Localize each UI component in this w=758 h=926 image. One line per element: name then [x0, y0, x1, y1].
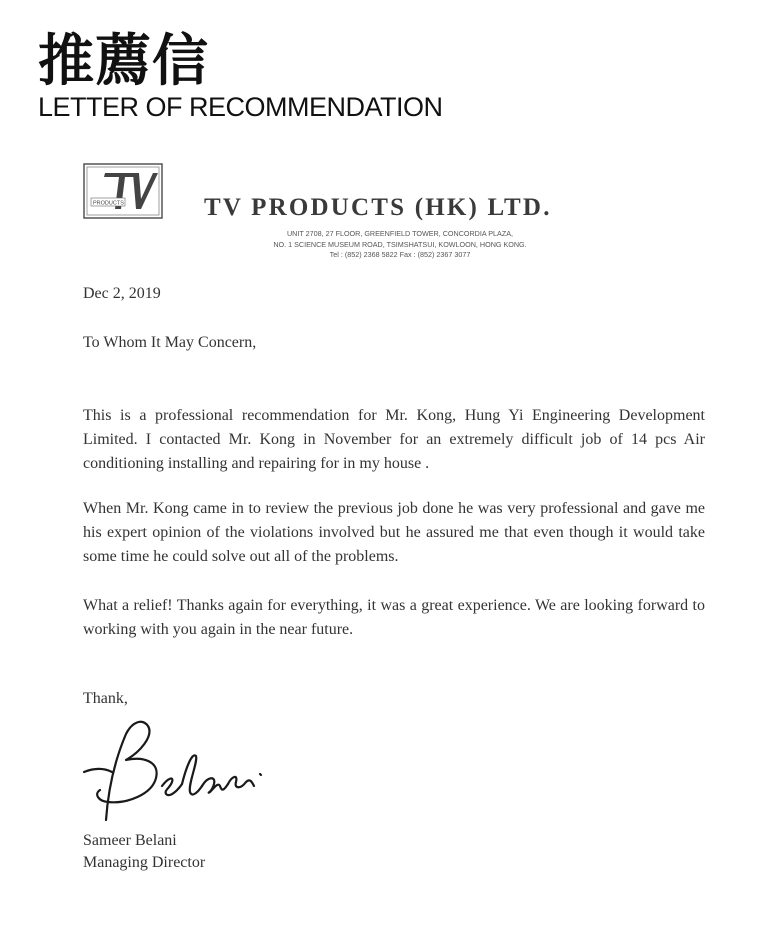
letter-date: Dec 2, 2019 [83, 285, 161, 302]
letter-salutation: To Whom It May Concern, [83, 334, 257, 351]
letter-closing: Thank, [83, 690, 128, 707]
letter-paragraph-1: This is a professional recommendation for Mr. Kong, Hung Yi Engineering Development Limited. I contacted Mr. Kong in November for an extremely difficult job of 14 pcs Air conditioning installing and repairing for in my house . [83, 407, 705, 472]
tv-logo-icon [83, 163, 163, 219]
page-title-chinese: 推薦信 [38, 29, 209, 94]
address-line-2: NO. 1 SCIENCE MUSEUM ROAD, TSIMSHATSUI, KOWLOON, HONG KONG. [273, 239, 527, 249]
signature-icon [78, 712, 278, 827]
signer-name: Sameer Belani [83, 832, 177, 849]
company-logo [83, 163, 163, 219]
page-title-english: LETTER OF RECOMMENDATION [38, 92, 443, 122]
letter-paragraph-2: When Mr. Kong came in to review the previous job done he was very professional and gave me his expert opinion of the violations involved but he assured me that even though it would take some time he could solve out all of the problems. [83, 500, 705, 565]
contact-line: Tel : (852) 2368 5822 Fax : (852) 2367 3077 [329, 250, 471, 259]
signer-title: Managing Director [83, 854, 206, 871]
address-line-1: UNIT 2708, 27 FLOOR, GREENFIELD TOWER, CONCORDIA PLAZA, [286, 229, 514, 238]
letter-paragraph-3: What a relief! Thanks again for everything, it was a great experience. We are looking forward to working with you again in the near future. [83, 597, 705, 638]
company-name: TV PRODUCTS (HK) LTD. [204, 194, 552, 221]
handwritten-signature [78, 712, 278, 827]
company-address [180, 229, 620, 261]
logo-subtext: PRODUCTS [93, 200, 124, 207]
